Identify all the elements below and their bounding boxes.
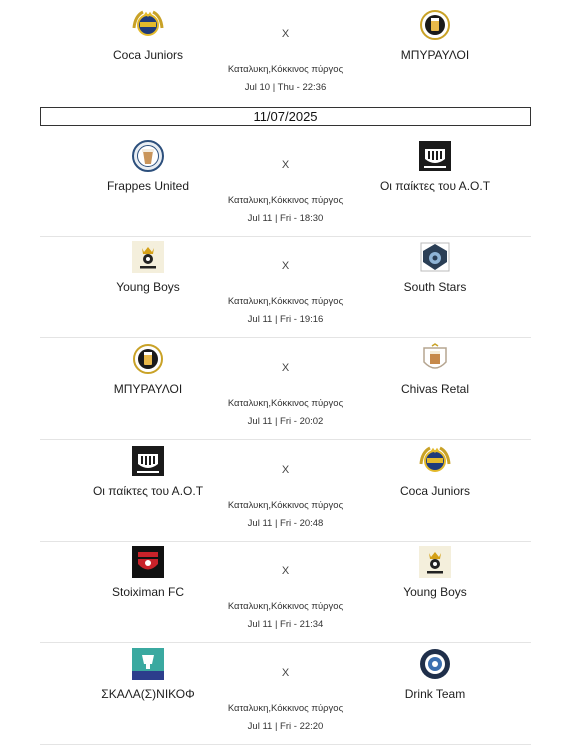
match-row[interactable] (40, 541, 531, 643)
versus-label: X (281, 464, 290, 476)
away-team[interactable] (335, 647, 535, 701)
match-venue: Καταλυκη,Κόκκινος πύργος (227, 296, 344, 307)
south-stars-logo-icon (418, 240, 452, 274)
match-row[interactable] (40, 236, 531, 338)
away-team[interactable] (335, 545, 535, 599)
coca-juniors-logo-icon (418, 444, 452, 478)
match-datetime: Jul 11 | Fri - 19:16 (247, 314, 324, 325)
match-venue: Καταλυκη,Κόκκινος πύργος (227, 195, 344, 206)
mpyrayloi-logo-icon (418, 8, 452, 42)
drink-team-logo-icon (418, 647, 452, 681)
match-venue: Καταλυκη,Κόκκινος πύργος (227, 601, 344, 612)
match-datetime: Jul 11 | Fri - 20:48 (247, 518, 324, 529)
home-team-name: Coca Juniors (112, 48, 184, 62)
away-team-name: Chivas Retal (400, 382, 470, 396)
date-header: 11/07/2025 (40, 107, 531, 126)
away-team-name: South Stars (403, 280, 467, 294)
aot-logo-icon (418, 139, 452, 173)
versus-label: X (281, 667, 290, 679)
versus-label: X (281, 28, 290, 40)
home-team-name: Stoiximan FC (111, 585, 185, 599)
match-venue: Καταλυκη,Κόκκινος πύργος (227, 703, 344, 714)
versus-label: X (281, 565, 290, 577)
versus-label: X (281, 260, 290, 272)
match-datetime: Jul 11 | Fri - 18:30 (247, 213, 324, 224)
away-team[interactable] (335, 240, 535, 294)
away-team-name: ΜΠΥΡΑΥΛΟΙ (400, 48, 470, 62)
versus-label: X (281, 159, 290, 171)
home-team-name: ΜΠΥΡΑΥΛΟΙ (113, 382, 183, 396)
home-team-name: Young Boys (116, 280, 180, 294)
match-datetime: Jul 11 | Fri - 22:20 (247, 721, 324, 732)
match-venue: Καταλυκη,Κόκκινος πύργος (227, 398, 344, 409)
match-row[interactable] (40, 135, 531, 237)
match-datetime: Jul 11 | Fri - 20:02 (247, 416, 324, 427)
match-row[interactable] (40, 440, 531, 542)
away-team[interactable] (335, 139, 535, 193)
match-row[interactable] (40, 4, 531, 106)
match-row[interactable] (40, 338, 531, 440)
match-datetime: Jul 11 | Fri - 21:34 (247, 619, 324, 630)
away-team-name: Coca Juniors (399, 484, 471, 498)
away-team[interactable] (335, 8, 535, 62)
home-team-name: Frappes United (106, 179, 190, 193)
home-team-name: Οι παίκτες του Α.Ο.Τ (92, 484, 204, 498)
away-team-name: Drink Team (404, 687, 466, 701)
young-boys-logo-icon (418, 545, 452, 579)
match-venue: Καταλυκη,Κόκκινος πύργος (227, 500, 344, 511)
chivas-retal-logo-icon (418, 342, 452, 376)
match-row[interactable] (40, 643, 531, 745)
match-venue: Καταλυκη,Κόκκινος πύργος (227, 64, 344, 75)
away-team[interactable] (335, 444, 535, 498)
away-team[interactable] (335, 342, 535, 396)
away-team-name: Οι παίκτες του Α.Ο.Τ (379, 179, 491, 193)
away-team-name: Young Boys (403, 585, 467, 599)
versus-label: X (281, 362, 290, 374)
match-datetime: Jul 10 | Thu - 22:36 (244, 82, 327, 93)
home-team-name: ΣΚΑΛΑ(Σ)ΝΙΚΟΦ (101, 687, 195, 701)
